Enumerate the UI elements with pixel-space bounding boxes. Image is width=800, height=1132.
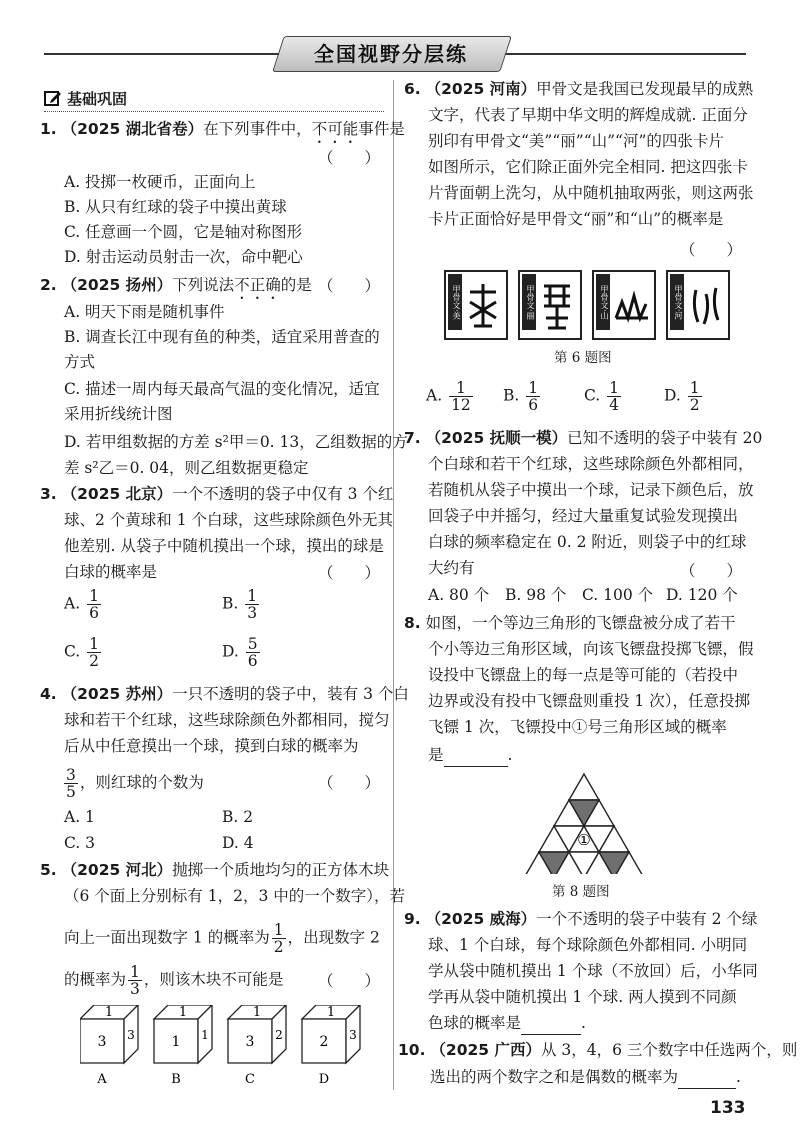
q5-fraction-2: $\frac{1}{3}$ <box>130 963 140 998</box>
q6-option-d-fraction: $\frac{1}{2}$ <box>689 379 700 414</box>
q6-option-a[interactable] <box>426 380 475 413</box>
cube-side-number: 3 <box>349 1028 357 1042</box>
q10-number: 10. <box>398 1041 426 1059</box>
q1-text-a: 在下列事件中， <box>203 120 312 138</box>
q5-cube-c <box>228 1005 286 1087</box>
q7-option-a[interactable]: A. 80 个 <box>428 586 490 604</box>
q5-line-4b: ，则该木块不可能是 <box>143 970 284 989</box>
q5-cube-b <box>154 1005 212 1087</box>
cube-option-label: D <box>318 1072 330 1087</box>
q6-option-b[interactable] <box>503 380 542 413</box>
q3-option-a-fraction: $\frac{1}{6}$ <box>89 587 99 622</box>
oracle-he-glyph <box>668 272 728 338</box>
q1-option-b[interactable]: B. 从只有红球的袋子中摸出黄球 <box>64 198 287 216</box>
q6-option-a-label: A. <box>426 386 443 405</box>
q8-line-4: 边界或没有投中飞镖盘则重投 1 次），任意投掷 <box>428 692 750 710</box>
q7-line-2: 个白球和若干个红球，这些球除颜色外都相同， <box>428 455 754 473</box>
q5-line-3 <box>64 922 380 955</box>
q2-option-d[interactable]: D. 若甲组数据的方差 s²甲＝0. 13，乙组数据的方 <box>64 433 408 451</box>
q7-line-3: 若随机从袋子中摸出一个球，记录下颜色后，放 <box>428 481 754 499</box>
q5-line-1: 抛掷一个质地均匀的正方体木块 <box>172 861 390 879</box>
q2-option-b-cont: 方式 <box>64 353 96 371</box>
q8-line-3: 设投中飞镖盘上的每一点是等可能的（若投中 <box>428 666 739 684</box>
q5-answer-paren[interactable]: （ ） <box>318 972 381 990</box>
q3-option-c-label: C. <box>64 642 81 661</box>
q9-line-4: 学再从袋中随机摸出 1 个球. 两人摸到不同颜 <box>428 988 737 1006</box>
q3-line-3: 他差别. 从袋子中随机摸出一个球，摸出的球是 <box>64 537 384 555</box>
q4-line-2: 球和若干个红球，这些球除颜色外都相同，搅匀 <box>64 711 390 729</box>
q8-line-1: 如图，一个等边三角形的飞镖盘被分成了若干 <box>425 614 736 632</box>
q9-answer-blank[interactable] <box>521 1012 581 1035</box>
q6-card-shan-label: 甲骨文·山 <box>596 274 610 330</box>
q5-fraction-1: $\frac{1}{2}$ <box>273 921 284 956</box>
q3-source: （2025 北京） <box>61 485 173 503</box>
q4-number: 4. <box>40 685 57 703</box>
q9-line-5-text: 色球的概率是 <box>428 1014 522 1032</box>
q9-line-5 <box>428 1012 586 1035</box>
q3-number: 3. <box>40 485 57 503</box>
q1-source: （2025 湖北省卷） <box>61 120 204 138</box>
section-heading <box>44 88 127 109</box>
q2-answer-paren[interactable]: （ ） <box>318 277 381 295</box>
q6-option-c-fraction: $\frac{1}{4}$ <box>609 379 620 414</box>
q3-option-c-fraction: $\frac{1}{2}$ <box>89 635 100 670</box>
q5-line-4 <box>64 964 283 997</box>
q6-figure-caption: 第 6 题图 <box>554 350 612 366</box>
q4-line-4 <box>62 767 204 800</box>
q3-option-b[interactable] <box>222 588 261 621</box>
q6-option-c[interactable] <box>584 380 623 413</box>
q7-option-b[interactable]: B. 98 个 <box>505 586 567 604</box>
cube-top-number: 1 <box>326 1005 336 1020</box>
q2-option-c-cont: 采用折线统计图 <box>64 405 173 423</box>
q4-line-3: 后从中任意摸出一个球，摸到白球的概率为 <box>64 737 359 755</box>
q6-option-c-label: C. <box>584 386 601 405</box>
q3-line-4: 白球的概率是 <box>64 563 158 581</box>
q3-answer-paren[interactable]: （ ） <box>318 564 381 582</box>
cube-front-number: 1 <box>171 1034 181 1050</box>
q7-line-4: 回袋子中并摇匀，经过大量重复试验发现摸出 <box>428 507 739 525</box>
q5-cube-a <box>80 1005 138 1087</box>
cube-option-label: C <box>245 1072 255 1087</box>
pencil-icon <box>44 89 62 107</box>
q10-line-1: 从 3，4，6 三个数字中任选两个，则 <box>540 1041 798 1059</box>
q7-line-1: 已知不透明的袋子中装有 20 <box>567 429 763 447</box>
q3-option-d-label: D. <box>222 642 239 661</box>
q4-fraction: $\frac{3}{5}$ <box>66 766 76 801</box>
cube-front-number: 2 <box>319 1034 329 1050</box>
q4-option-b[interactable]: B. 2 <box>222 808 254 826</box>
q4-option-d[interactable]: D. 4 <box>222 834 254 852</box>
q4-source: （2025 苏州） <box>61 685 173 703</box>
q7-answer-paren[interactable]: （ ） <box>680 562 743 580</box>
q8-line-5: 飞镖 1 次，飞镖投中①号三角形区域的概率 <box>428 718 727 736</box>
oracle-shan-glyph <box>594 272 654 338</box>
q8-line-2: 个小等边三角形区域，向该飞镖盘投掷飞镖，假 <box>428 640 754 658</box>
q6-card-li-label: 甲骨文·丽 <box>522 274 536 330</box>
q5-line-3b: ，出现数字 2 <box>287 928 380 947</box>
q6-card-he-label: 甲骨文·河 <box>670 274 684 330</box>
q9-line-2: 球、1 个白球，每个球除颜色外都相同. 小明同 <box>428 936 748 954</box>
q6-line-5: 片背面朝上洗匀，从中随机抽取两张，则这两张 <box>428 184 754 202</box>
cube-front-number: 3 <box>245 1034 255 1050</box>
q6-option-d-label: D. <box>664 386 681 405</box>
q4-option-a[interactable]: A. 1 <box>64 808 95 826</box>
q5-cubes-figure <box>80 1005 380 1095</box>
q2-option-b[interactable]: B. 调查长江中现有鱼的种类，适宜采用普查的 <box>64 328 380 346</box>
q1-option-d[interactable]: D. 射击运动员射击一次，命中靶心 <box>64 248 303 266</box>
q6-card-mei-label: 甲骨文·美 <box>448 274 462 330</box>
q5-cube-d <box>302 1005 360 1087</box>
cube-side-number: 2 <box>275 1028 283 1042</box>
header-rule-left <box>44 53 284 55</box>
q9-line-3: 学从袋中随机摸出 1 个球（不放回）后，小华同 <box>428 962 758 980</box>
q3-option-b-fraction: $\frac{1}{3}$ <box>247 587 258 622</box>
q9-tail: . <box>581 1014 586 1032</box>
q8-line-6-text: 是 <box>428 746 444 764</box>
q8-number: 8. <box>404 614 421 632</box>
column-divider <box>393 80 394 1090</box>
q3-line-1: 一个不透明的袋子中仅有 3 个红 <box>172 485 394 503</box>
q8-tail: . <box>507 746 513 764</box>
q7-source: （2025 抚顺一模） <box>425 429 568 447</box>
q5-source: （2025 河北） <box>61 861 173 879</box>
q6-line-3: 别印有甲骨文“美”“丽”“山”“河”的四张卡片 <box>428 132 724 150</box>
q4-answer-paren[interactable]: （ ） <box>318 774 381 792</box>
q6-card-mei <box>444 270 508 340</box>
section-title: 基础巩固 <box>66 90 127 108</box>
q2-option-c[interactable]: C. 描述一周内每天最高气温的变化情况，适宜 <box>64 380 380 398</box>
section-underline <box>44 111 384 112</box>
q3-option-d[interactable] <box>222 636 262 669</box>
q9-source: （2025 威海） <box>425 910 537 928</box>
header-rule-right <box>498 53 746 55</box>
cube-option-label: A <box>97 1072 107 1087</box>
q9-line-1: 一个不透明的袋子中装有 2 个绿 <box>536 910 758 928</box>
q5-line-2: （6 个面上分别标有 1，2，3 中的一个数字），若 <box>64 887 405 905</box>
q8-dartboard-figure <box>508 770 660 874</box>
q1-number: 1. <box>40 120 57 138</box>
cube-front-number: 3 <box>97 1034 107 1050</box>
q6-option-a-fraction: $\frac{1}{12}$ <box>451 379 471 414</box>
q7-number: 7. <box>404 429 421 447</box>
q4-option-c[interactable]: C. 3 <box>64 834 96 852</box>
q1-emphasis: 不可能 <box>311 120 359 138</box>
q2-emphasis: 不正确 <box>234 276 281 294</box>
q2-source: （2025 扬州） <box>61 276 173 294</box>
cube-top-number: 1 <box>178 1005 188 1020</box>
q2-option-d-cont: 差 s²乙＝0. 04，则乙组数据更稳定 <box>64 459 309 477</box>
oracle-mei-glyph <box>446 272 506 338</box>
q6-line-2: 文字，代表了早期中华文明的辉煌成就. 正面分 <box>428 106 748 124</box>
q6-source: （2025 河南） <box>425 80 537 98</box>
q6-card-he <box>666 270 730 340</box>
q6-line-6: 卡片正面恰好是甲骨文“丽”和“山”的概率是 <box>428 210 724 228</box>
q5-number: 5. <box>40 861 57 879</box>
header-title: 全国视野分层练 <box>314 42 468 66</box>
q3-option-a-label: A. <box>64 594 81 613</box>
q1-text-c: 事件是 <box>358 120 405 138</box>
q2-number: 2. <box>40 276 57 294</box>
q5-line-4a: 的概率为 <box>64 970 127 989</box>
oracle-li-glyph <box>520 272 580 338</box>
q3-option-c[interactable] <box>64 636 103 669</box>
q4-line-1: 一只不透明的袋子中，装有 3 个白 <box>172 685 409 703</box>
q5-line-3a: 向上一面出现数字 1 的概率为 <box>64 928 270 947</box>
q10-source: （2025 广西） <box>430 1041 541 1059</box>
q8-answer-blank[interactable] <box>444 744 508 767</box>
q1-option-a[interactable]: A. 投掷一枚硬币，正面向上 <box>64 173 256 191</box>
q6-option-d[interactable] <box>664 380 704 413</box>
q3-option-a[interactable] <box>64 588 103 621</box>
q10-answer-blank[interactable] <box>678 1066 736 1089</box>
q8-figure-caption: 第 8 题图 <box>552 884 610 900</box>
cube-option-label: B <box>171 1072 181 1087</box>
q6-option-b-fraction: $\frac{1}{6}$ <box>528 379 539 414</box>
q3-line-2: 球、2 个黄球和 1 个白球，这些球除颜色外无其 <box>64 511 394 529</box>
q7-option-d[interactable]: D. 120 个 <box>666 586 738 604</box>
q1-option-c[interactable]: C. 任意画一个圆，它是轴对称图形 <box>64 223 303 241</box>
q6-option-b-label: B. <box>503 386 520 405</box>
q7-line-6: 大约有 <box>428 559 475 577</box>
q6-answer-paren[interactable]: （ ） <box>680 241 743 259</box>
q6-line-1: 甲骨文是我国已发现最早的成熟 <box>536 80 754 98</box>
q10-line-2 <box>430 1066 741 1089</box>
q6-card-shan <box>592 270 656 340</box>
cube-top-number: 1 <box>252 1005 262 1020</box>
q4-tail: ，则红球的个数为 <box>79 773 204 792</box>
dartboard-triangle <box>569 774 599 800</box>
q7-line-5: 白球的频率稳定在 0. 2 附近，则袋子中的红球 <box>428 533 747 551</box>
q6-number: 6. <box>404 80 421 98</box>
q6-card-li <box>518 270 582 340</box>
q3-option-b-label: B. <box>222 594 239 613</box>
cube-side-number: 1 <box>201 1028 209 1042</box>
q9-number: 9. <box>404 910 421 928</box>
q10-tail: . <box>736 1068 741 1086</box>
q2-text-c: 的是 <box>280 276 312 294</box>
cube-side-number: 3 <box>127 1028 135 1042</box>
q3-option-d-fraction: $\frac{5}{6}$ <box>247 635 258 670</box>
q2-option-a[interactable]: A. 明天下雨是随机事件 <box>64 303 225 321</box>
q7-option-c[interactable]: C. 100 个 <box>582 586 654 604</box>
q8-region-label: ① <box>577 831 591 849</box>
q6-line-4: 如图所示，它们除正面外完全相同. 把这四张卡 <box>428 158 748 176</box>
q10-line-2-text: 选出的两个数字之和是偶数的概率为 <box>430 1068 679 1086</box>
q1-answer-paren[interactable]: （ ） <box>318 149 381 167</box>
q2-text-a: 下列说法 <box>172 276 235 294</box>
q8-line-6 <box>428 744 512 767</box>
page-number: 133 <box>710 1098 746 1118</box>
cube-top-number: 1 <box>104 1005 114 1020</box>
